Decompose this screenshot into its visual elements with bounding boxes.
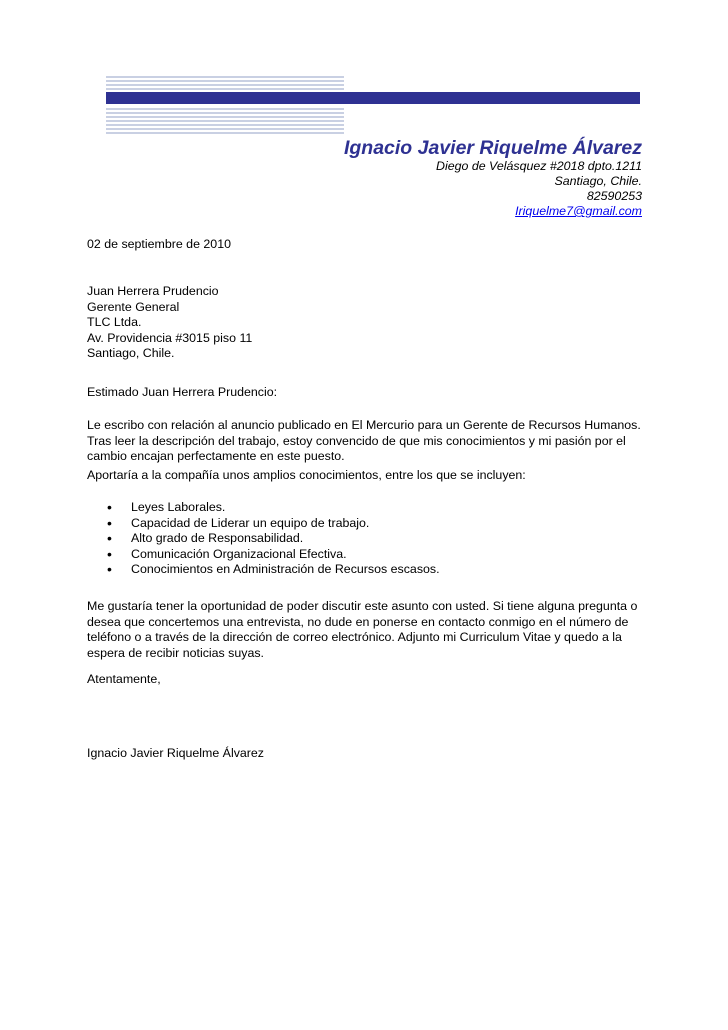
sender-name: Ignacio Javier Riquelme Álvarez [343, 137, 642, 159]
salutation: Estimado Juan Herrera Prudencio: [87, 385, 278, 399]
header-stripes [106, 76, 344, 138]
qualifications-list [87, 500, 440, 578]
list-item: • Leyes Laborales. [87, 500, 440, 516]
recipient-name: Juan Herrera Prudencio [87, 284, 219, 298]
paragraph-intro: Le escribo con relación al anuncio publicado en El Mercurio para un Gerente de Recursos Humanos. Tras leer la descripción del trabajo, estoy convencido de que mis conocimientos y mi pasión por el cambio encajan perfectamente en este puesto. [87, 418, 641, 464]
signature-name: Ignacio Javier Riquelme Álvarez [87, 746, 264, 760]
sender-city: Santiago, Chile. [554, 174, 642, 188]
sender-phone: 82590253 [586, 189, 642, 203]
recipient-block [87, 284, 252, 362]
recipient-address: Av. Providencia #3015 piso 11 [87, 330, 253, 345]
sender-block [344, 137, 642, 219]
letter-date: 02 de septiembre de 2010 [87, 237, 231, 251]
recipient-city: Santiago, Chile. [87, 346, 175, 361]
list-item: • Comunicación Organizacional Efectiva. [87, 547, 440, 563]
header-bar [106, 92, 640, 104]
recipient-title: Gerente General [87, 299, 180, 314]
sender-email-link[interactable]: Iriquelme7@gmail.com [515, 204, 642, 218]
list-item: • Capacidad de Liderar un equipo de trabajo. [87, 516, 440, 532]
paragraph-skills-intro: Aportaría a la compañía unos amplios conocimientos, entre los que se incluyen: [87, 468, 526, 482]
list-item: • Conocimientos en Administración de Recursos escasos. [87, 562, 440, 578]
list-item: • Alto grado de Responsabilidad. [87, 531, 440, 547]
closing: Atentamente, [87, 672, 161, 686]
sender-address: Diego de Velásquez #2018 dpto.1211 [436, 159, 642, 173]
paragraph-closing: Me gustaría tener la oportunidad de poder discutir este asunto con usted. Si tiene alguna pregunta o desea que concertemos una entrevista, no dude en ponerse en contacto conmigo en el número de teléfono o a través de la dirección de correo electrónico. Adjunto mi Curriculum Vitae y quedo a la espera de recibir noticias suyas. [87, 599, 638, 660]
recipient-company: TLC Ltda. [87, 315, 142, 330]
